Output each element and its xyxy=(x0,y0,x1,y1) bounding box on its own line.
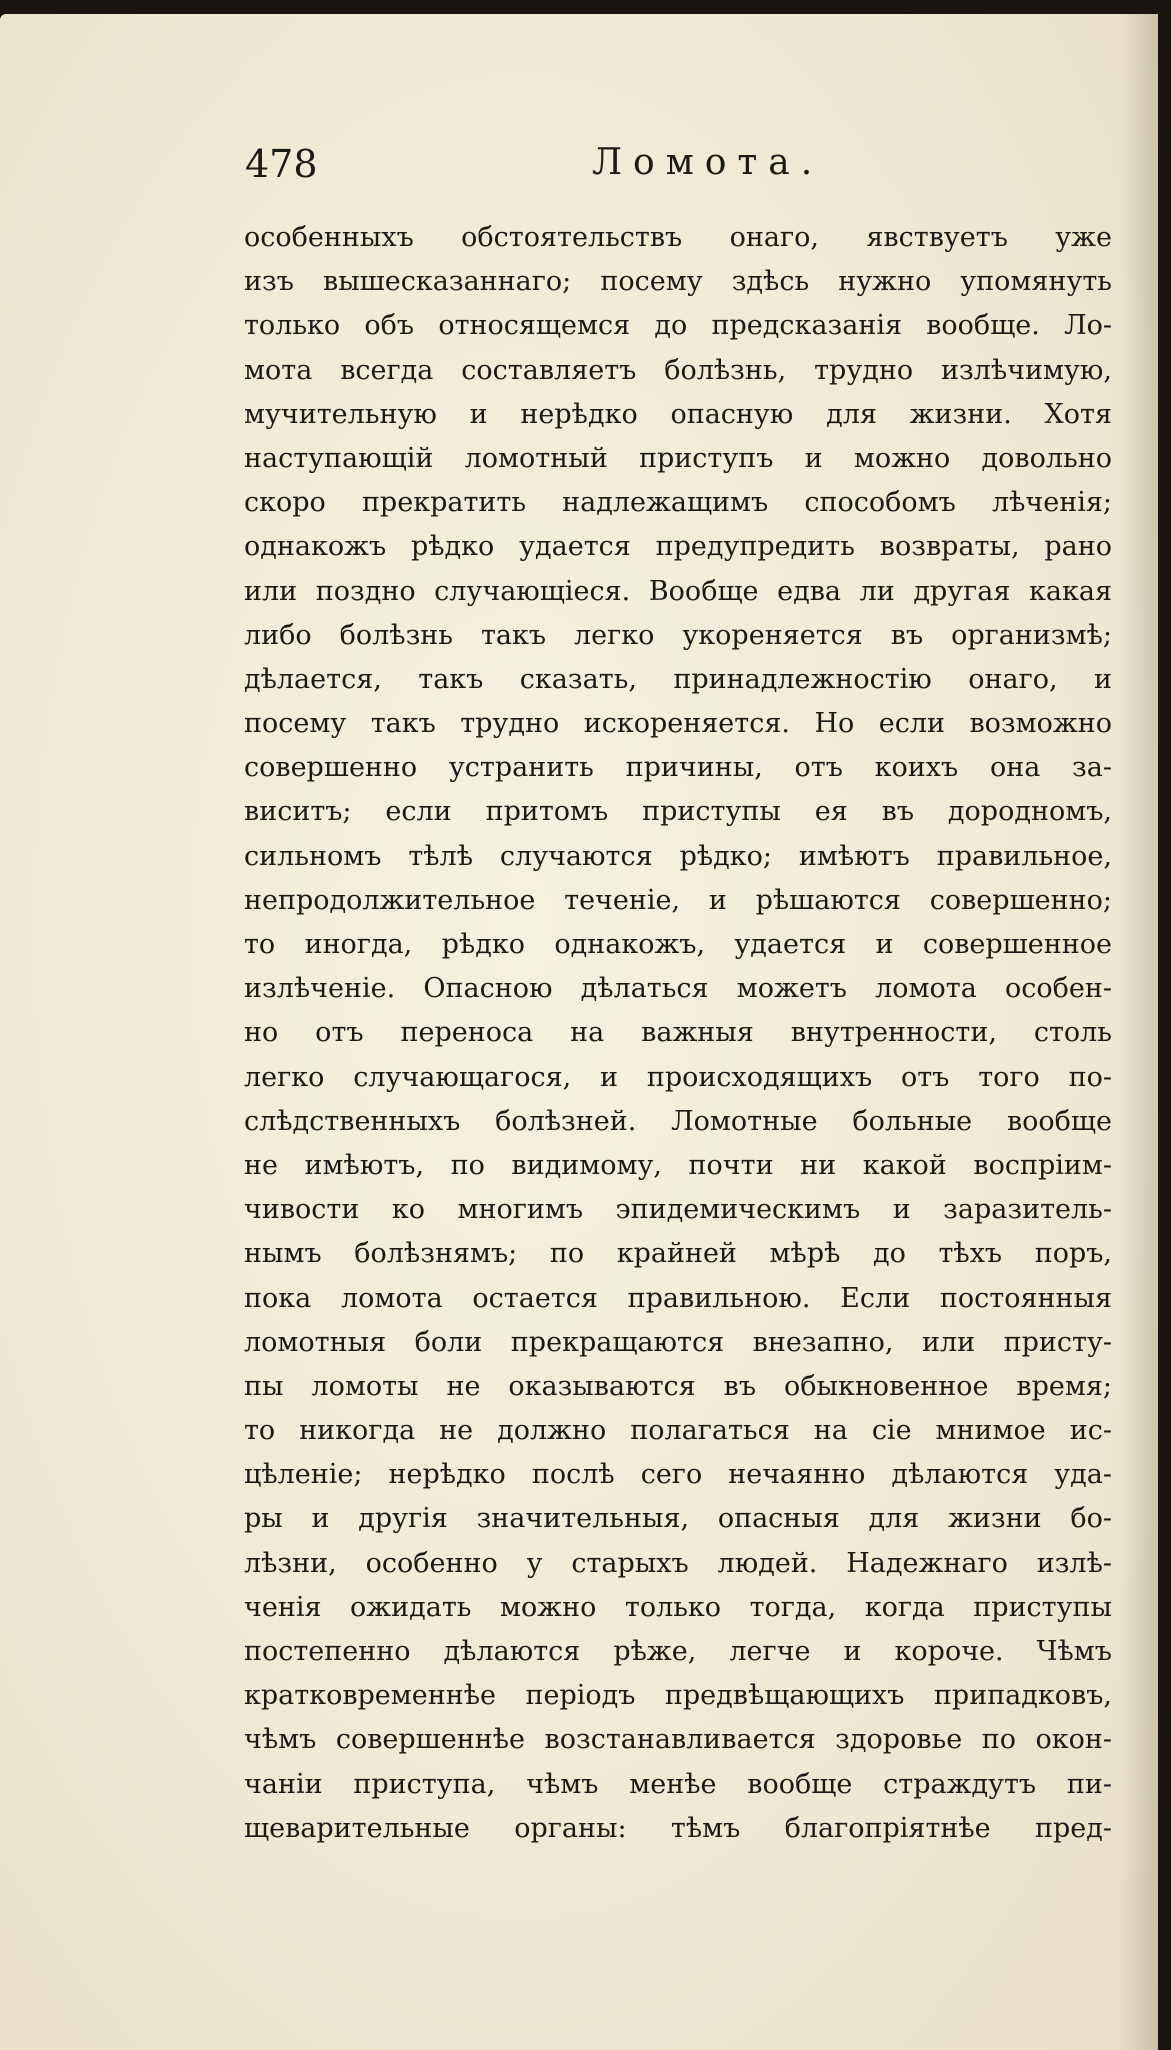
text-line: изъ вышесказаннаго; посему здѣсь нужно упомянуть xyxy=(244,266,1112,298)
text-line: излѣченіе. Опасною дѣлаться можетъ ломота особен- xyxy=(244,973,1112,1005)
text-line: постепенно дѣлаются рѣже, легче и короче. Чѣмъ xyxy=(244,1636,1112,1667)
text-line: совершенно устранить причины, отъ коихъ она за- xyxy=(244,752,1112,784)
text-line: пы ломоты не оказываются въ обыкновенное время; xyxy=(244,1370,1112,1402)
text-line: однакожъ рѣдко удается предупредить возвраты, рано xyxy=(244,531,1112,563)
text-line: виситъ; если притомъ приступы ея въ дородномъ, xyxy=(244,796,1112,828)
text-line: мучительную и нерѣдко опасную для жизни. Хотя xyxy=(244,398,1112,430)
book-page xyxy=(0,14,1158,2050)
text-line: или поздно случающіеся. Вообще едва ли другая какая xyxy=(244,575,1112,607)
page-header xyxy=(0,142,1158,202)
text-line: то никогда не должно полагаться на сіе мнимое ис- xyxy=(244,1415,1112,1447)
text-line: легко случающагося, и происходящихъ отъ того по- xyxy=(244,1061,1112,1093)
text-line: то иногда, рѣдко однакожъ, удается и совершенное xyxy=(244,929,1112,960)
text-line: слѣдственныхъ болѣзней. Ломотные больные вообще xyxy=(244,1105,1112,1137)
text-line: но отъ переноса на важныя внутренности, столь xyxy=(244,1017,1112,1049)
text-line: наступающій ломотный приступъ и можно довольно xyxy=(244,442,1112,474)
text-line: скоро прекратить надлежащимъ способомъ лѣченія; xyxy=(244,487,1112,519)
text-line: чивости ко многимъ эпидемическимъ и заразитель- xyxy=(244,1194,1112,1226)
text-line: сильномъ тѣлѣ случаются рѣдко; имѣютъ правильное, xyxy=(244,840,1112,872)
text-line: ломотныя боли прекращаются внезапно, или присту- xyxy=(244,1326,1112,1358)
text-line: кратковременнѣе періодъ предвѣщающихъ припадковъ, xyxy=(244,1680,1112,1712)
text-line: ры и другія значительныя, опасныя для жизни бо- xyxy=(244,1503,1112,1535)
text-line: цѣленіе; нерѣдко послѣ сего нечаянно дѣлаются уда- xyxy=(244,1459,1112,1491)
body-text xyxy=(244,216,1112,1851)
text-line: нымъ болѣзнямъ; по крайней мѣрѣ до тѣхъ поръ, xyxy=(244,1238,1112,1270)
running-head: Ломота. xyxy=(592,142,824,183)
text-line: дѣлается, такъ сказать, принадлежностію онаго, и xyxy=(244,663,1112,695)
text-line: щеварительные органы: тѣмъ благопріятнѣе пред- xyxy=(244,1812,1112,1844)
text-line: чаніи приступа, чѣмъ менѣе вообще страждутъ пи- xyxy=(244,1768,1112,1800)
text-line: посему такъ трудно искореняется. Но если возможно xyxy=(244,708,1112,740)
text-line: ченія ожидать можно только тогда, когда приступы xyxy=(244,1591,1112,1623)
text-line: либо болѣзнь такъ легко укореняется въ организмѣ; xyxy=(244,619,1112,651)
text-line: пока ломота остается правильною. Если постоянныя xyxy=(244,1282,1112,1314)
text-line: непродолжительное теченіе, и рѣшаются совершенно; xyxy=(244,884,1112,916)
text-line: лѣзни, особенно у старыхъ людей. Надежнаго излѣ- xyxy=(244,1547,1112,1579)
page-number: 478 xyxy=(245,142,318,186)
text-line: мота всегда составляетъ болѣзнь, трудно излѣчимую, xyxy=(244,354,1112,386)
page-edge-shadow xyxy=(1118,14,1158,2050)
text-line: не имѣютъ, по видимому, почти ни какой воспріим- xyxy=(244,1149,1112,1181)
text-line: особенныхъ обстоятельствъ онаго, явствуетъ уже xyxy=(244,222,1112,253)
text-line: чѣмъ совершеннѣе возстанавливается здоровье по окон- xyxy=(244,1724,1112,1756)
text-line: только объ относящемся до предсказанія вообще. Ло- xyxy=(244,310,1112,342)
